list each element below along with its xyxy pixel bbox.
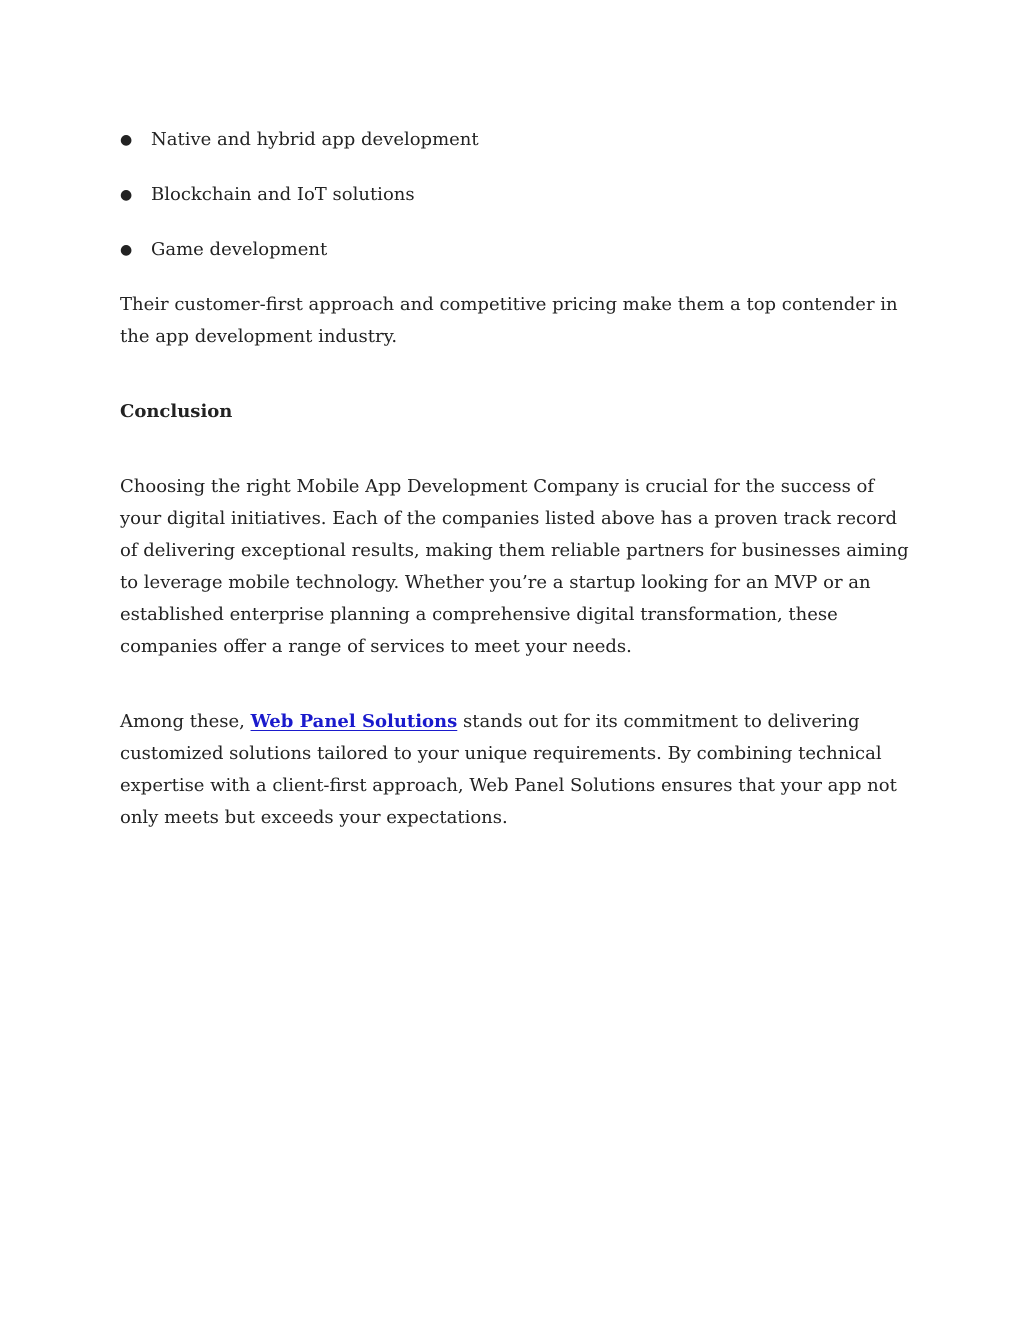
list-item xyxy=(120,234,910,266)
bullet-icon: ● xyxy=(120,132,133,148)
document-page xyxy=(120,124,910,834)
list-item xyxy=(120,124,910,156)
closing-text-start: Among these, xyxy=(120,711,251,732)
bullet-icon: ● xyxy=(120,242,133,258)
conclusion-paragraph: Choosing the right Mobile App Development Company is crucial for the success of your digital initiatives. Each of the companies listed above has a proven track record of delivering exceptional results, making them reliable partners for businesses aiming to leverage mobile technology. Whether you’re a startup looking for an MVP or an established enterprise planning a comprehensive digital transformation, these companies offer a range of services to meet your needs. xyxy=(120,476,909,657)
list-item xyxy=(120,179,910,211)
services-list xyxy=(120,124,910,266)
conclusion-heading: Conclusion xyxy=(120,401,233,422)
closing-paragraph xyxy=(120,706,910,834)
bullet-icon: ● xyxy=(120,187,133,203)
list-item-text: Blockchain and IoT solutions xyxy=(151,184,415,205)
closing-text-end: stands out for its commitment to delivering customized solutions tailored to your unique requirements. By combining technical expertise with a client-first approach, Web Panel Solutions ensures that your app not only meets but exceeds your expectations. xyxy=(120,711,897,828)
web-panel-solutions-link[interactable]: Web Panel Solutions xyxy=(250,711,458,732)
summary-paragraph: Their customer-first approach and competitive pricing make them a top contender in the app development industry. xyxy=(120,294,898,347)
list-item-text: Game development xyxy=(151,239,328,260)
list-item-text: Native and hybrid app development xyxy=(151,129,479,150)
